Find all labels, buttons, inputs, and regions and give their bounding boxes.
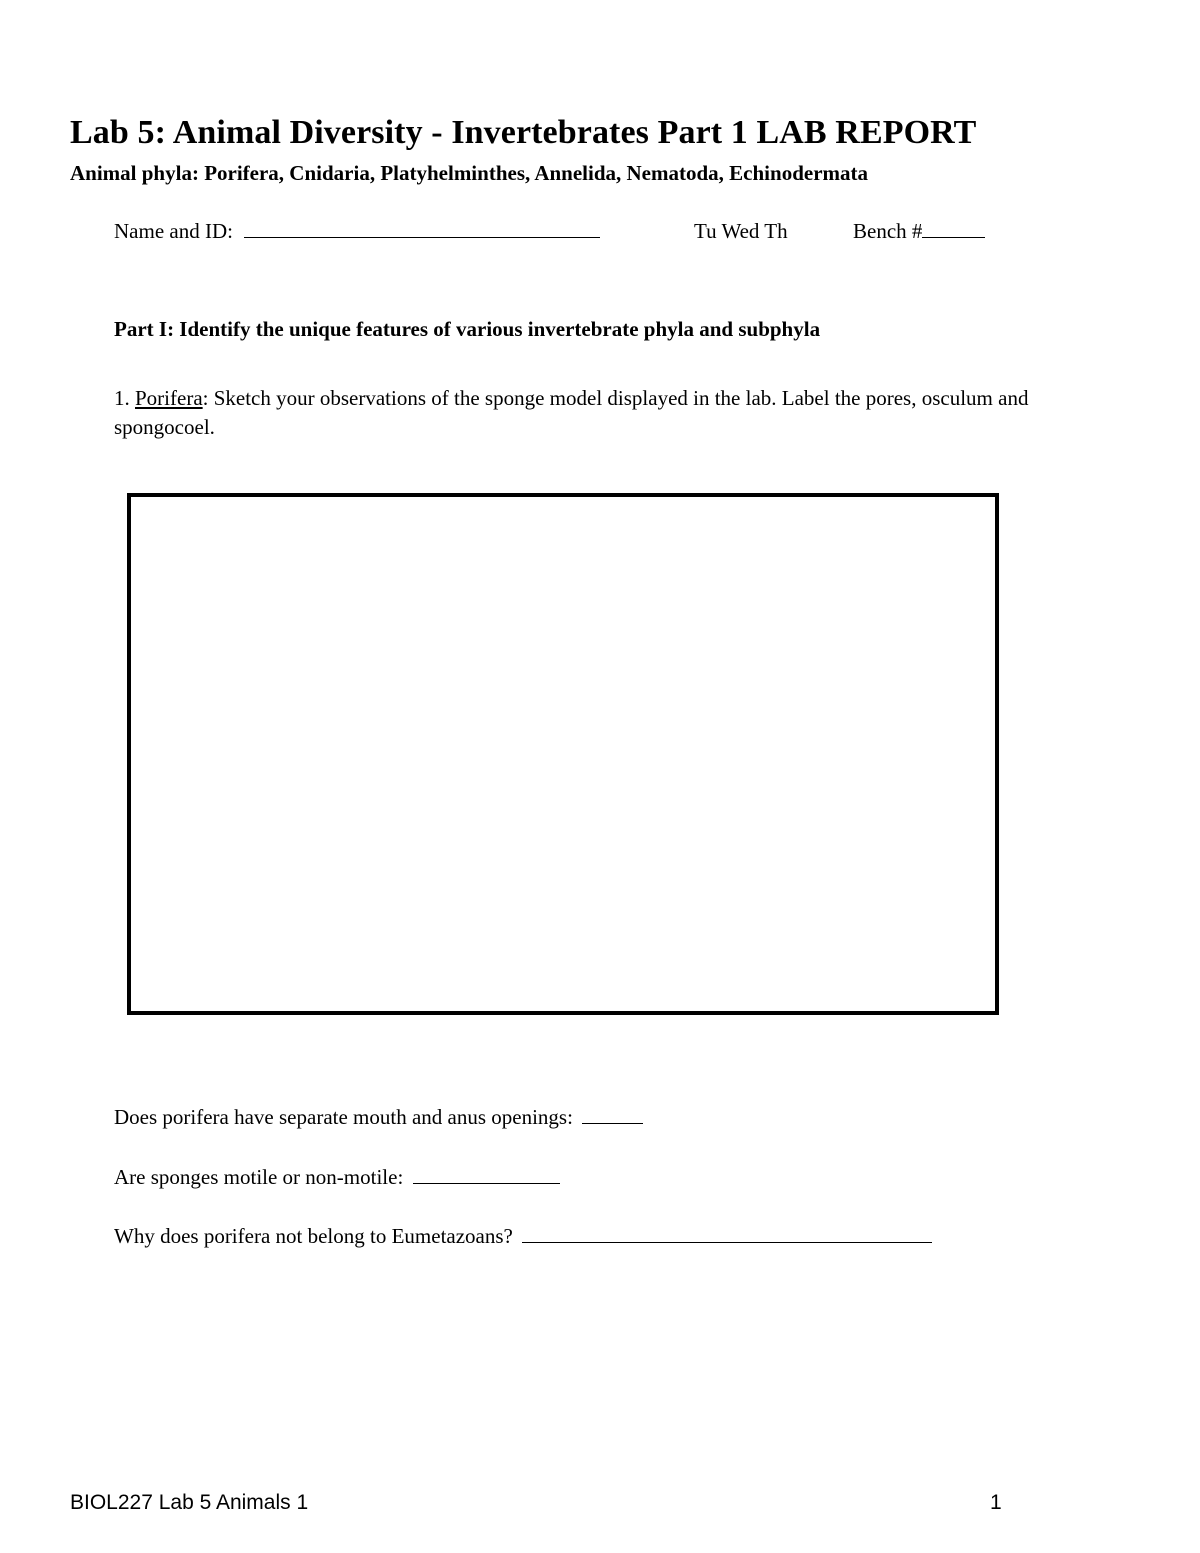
footer-course: BIOL227 Lab 5 Animals 1 — [70, 1491, 309, 1514]
name-id-label: Name and ID: — [114, 219, 233, 243]
document-title: Lab 5: Animal Diversity - Invertebrates Part 1 LAB REPORT — [70, 114, 977, 151]
question-eumetazoa-text: Why does porifera not belong to Eumetazoans? — [114, 1224, 513, 1248]
question-1-text: : Sketch your observations of the sponge model displayed in the lab. Label the pores, osculum and spongocoel. — [114, 386, 1029, 439]
question-mouth-anus — [114, 1105, 643, 1130]
bench-field — [853, 219, 985, 244]
document-subtitle: Animal phyla: Porifera, Cnidaria, Platyhelminthes, Annelida, Nematoda, Echinodermata — [70, 161, 868, 185]
bench-blank[interactable] — [922, 236, 985, 238]
porifera-term: Porifera — [135, 386, 203, 410]
question-1-number: 1. — [114, 386, 135, 410]
answer-motility-blank[interactable] — [413, 1182, 560, 1184]
question-1 — [114, 384, 1074, 442]
bench-label: Bench # — [853, 219, 923, 243]
lab-days: Tu Wed Th — [694, 219, 788, 243]
part-1-heading: Part I: Identify the unique features of various invertebrate phyla and subphyla — [114, 317, 821, 341]
question-motility — [114, 1165, 560, 1190]
question-mouth-anus-text: Does porifera have separate mouth and anus openings: — [114, 1105, 573, 1129]
name-id-field — [114, 219, 600, 244]
sponge-sketch-box[interactable] — [127, 493, 999, 1015]
name-id-blank[interactable] — [244, 236, 600, 238]
answer-eumetazoa-blank[interactable] — [522, 1241, 932, 1243]
question-eumetazoa — [114, 1224, 932, 1249]
footer-page-number: 1 — [990, 1491, 1002, 1514]
answer-mouth-anus-blank[interactable] — [582, 1122, 643, 1124]
question-motility-text: Are sponges motile or non-motile: — [114, 1165, 404, 1189]
